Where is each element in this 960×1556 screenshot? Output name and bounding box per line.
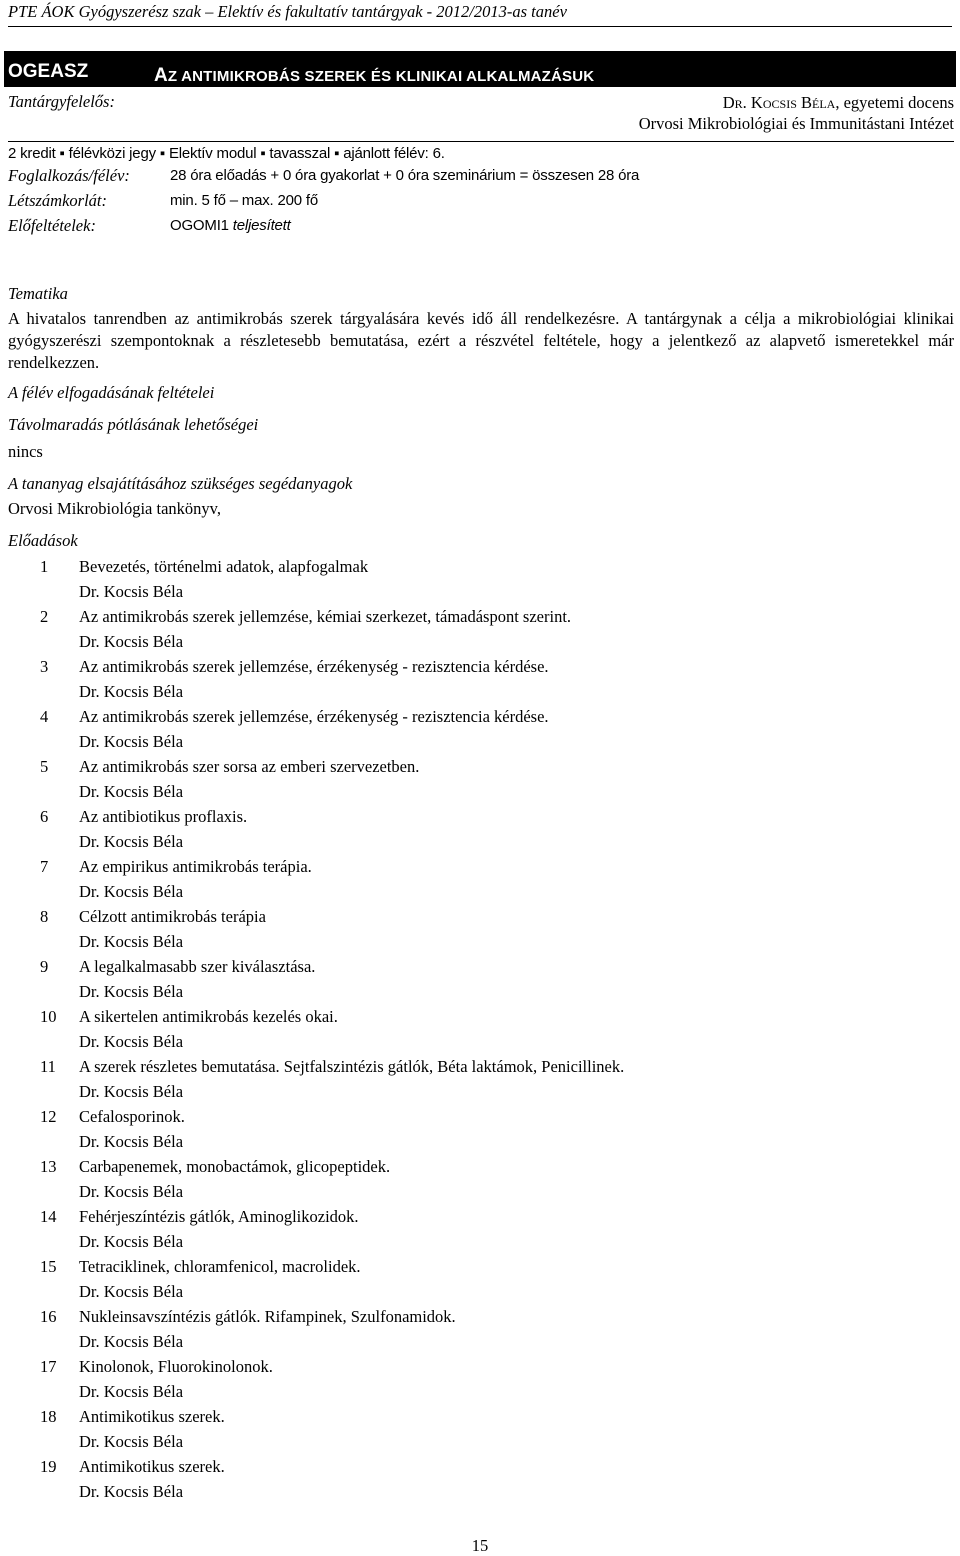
lecture-topic: Célzott antimikrobás terápia: [79, 907, 266, 926]
lecture-topic: Tetraciklinek, chloramfenicol, macrolidek.: [79, 1257, 361, 1276]
lecture-item: [8, 1304, 948, 1354]
lecture-lecturer: Dr. Kocsis Béla: [79, 882, 184, 901]
lecture-lecturer: Dr. Kocsis Béla: [79, 632, 184, 651]
lecture-number: 9: [40, 957, 49, 976]
section-title-conditions: A félév elfogadásának feltételei: [8, 383, 215, 402]
lecture-item: [8, 1404, 948, 1454]
lecture-number: 15: [40, 1257, 57, 1276]
lecture-lecturer: Dr. Kocsis Béla: [79, 982, 184, 1001]
info-value: 28 óra előadás + 0 óra gyakorlat + 0 óra szeminárium = összesen 28 óra: [170, 167, 640, 184]
lecture-topic: A sikertelen antimikrobás kezelés okai.: [79, 1007, 338, 1026]
running-header: PTE ÁOK Gyógyszerész szak – Elektív és fakultatív tantárgyak - 2012/2013-as tanév: [8, 0, 952, 27]
lecture-topic: Carbapenemek, monobactámok, glicopeptidek.: [79, 1157, 391, 1176]
lecture-item: [8, 754, 948, 804]
lecture-number: 13: [40, 1157, 57, 1176]
lecture-lecturer: Dr. Kocsis Béla: [79, 1232, 184, 1251]
lecture-topic: Az antimikrobás szer sorsa az emberi szervezetben.: [79, 757, 420, 776]
lecture-number: 2: [40, 607, 49, 626]
lecture-list: [8, 554, 948, 1504]
lecture-lecturer: Dr. Kocsis Béla: [79, 1382, 184, 1401]
lecture-lecturer: Dr. Kocsis Béla: [79, 582, 184, 601]
lecture-number: 18: [40, 1407, 57, 1426]
lecture-item: [8, 804, 948, 854]
responsible-person: [639, 92, 954, 113]
lecture-item: [8, 1104, 948, 1154]
course-title-rest: Z ANTIMIKROBÁS SZEREK ÉS KLINIKAI ALKALMAZÁSUK: [167, 68, 595, 85]
lecture-item: [8, 854, 948, 904]
lecture-topic: Az antimikrobás szerek jellemzése, érzékenység - rezisztencia kérdése.: [79, 657, 549, 676]
lecture-topic: Az antimikrobás szerek jellemzése, kémiai szerkezet, támadáspont szerint.: [79, 607, 572, 626]
lecture-topic: Az empirikus antimikrobás terápia.: [79, 857, 312, 876]
lecture-number: 1: [40, 557, 49, 576]
lecture-number: 17: [40, 1357, 57, 1376]
lecture-topic: A legalkalmasabb szer kiválasztása.: [79, 957, 316, 976]
lecture-lecturer: Dr. Kocsis Béla: [79, 782, 184, 801]
lecture-number: 3: [40, 657, 49, 676]
credit-line: 2 kredit ▪ félévközi jegy ▪ Elektív modul ▪ tavasszal ▪ ajánlott félév: 6.: [8, 141, 954, 162]
course-title: [154, 65, 594, 87]
course-code: OGEASZ: [8, 61, 89, 82]
lecture-number: 10: [40, 1007, 57, 1026]
page-number: 15: [471, 1536, 489, 1555]
responsible-name: Dr. Kocsis Béla: [722, 93, 836, 112]
lecture-item: [8, 604, 948, 654]
lecture-topic: Az antibiotikus proflaxis.: [79, 807, 248, 826]
lecture-topic: Cefalosporinok.: [79, 1107, 185, 1126]
prerequisite-status: teljesített: [232, 217, 291, 234]
lecture-number: 11: [40, 1057, 56, 1076]
lecture-item: [8, 704, 948, 754]
lecture-lecturer: Dr. Kocsis Béla: [79, 932, 184, 951]
lecture-item: [8, 954, 948, 1004]
lecture-topic: Nukleinsavszíntézis gátlók. Rifampinek, Szulfonamidok.: [79, 1307, 456, 1326]
lecture-item: [8, 1454, 948, 1504]
lecture-lecturer: Dr. Kocsis Béla: [79, 1132, 184, 1151]
lecture-item: [8, 1054, 948, 1104]
lecture-lecturer: Dr. Kocsis Béla: [79, 732, 184, 751]
responsible-label: Tantárgyfelelős:: [8, 92, 115, 111]
lecture-topic: Kinolonok, Fluorokinolonok.: [79, 1357, 273, 1376]
section-title-materials: A tananyag elsajátításához szükséges segédanyagok: [8, 474, 353, 493]
lecture-number: 4: [40, 707, 49, 726]
lecture-lecturer: Dr. Kocsis Béla: [79, 1182, 184, 1201]
lecture-item: [8, 1354, 948, 1404]
lecture-number: 7: [40, 857, 49, 876]
lecture-lecturer: Dr. Kocsis Béla: [79, 1482, 184, 1501]
lecture-number: 8: [40, 907, 49, 926]
lecture-item: [8, 654, 948, 704]
lecture-lecturer: Dr. Kocsis Béla: [79, 1082, 184, 1101]
lecture-number: 14: [40, 1207, 57, 1226]
lecture-lecturer: Dr. Kocsis Béla: [79, 1332, 184, 1351]
info-label: Foglalkozás/félév:: [8, 166, 130, 185]
lecture-topic: Bevezetés, történelmi adatok, alapfogalmak: [79, 557, 369, 576]
lecture-number: 12: [40, 1107, 57, 1126]
lecture-lecturer: Dr. Kocsis Béla: [79, 1282, 184, 1301]
info-label: Előfeltételek:: [8, 216, 96, 235]
lecture-topic: A szerek részletes bemutatása. Sejtfalszintézis gátlók, Béta laktámok, Penicillinek.: [79, 1057, 625, 1076]
info-value: min. 5 fő – max. 200 fő: [170, 192, 318, 209]
lecture-number: 5: [40, 757, 49, 776]
lecture-topic: Az antimikrobás szerek jellemzése, érzékenység - rezisztencia kérdése.: [79, 707, 549, 726]
responsible-title: , egyetemi docens: [835, 93, 954, 112]
tematika-text: A hivatalos tanrendben az antimikrobás szerek tárgyalására kevés idő áll rendelkezésre. A tantárgynak a célja a mikrobiológiai klinikai gyógyszerészi szempontoknak a részletesebb bemutatása, ezért a részvétel feltétele, hogy a jelentkező az alapvető ismeretekkel már rendelkezzen.: [8, 309, 954, 372]
lecture-item: [8, 554, 948, 604]
lecture-number: 16: [40, 1307, 57, 1326]
lecture-item: [8, 1154, 948, 1204]
lecture-number: 6: [40, 807, 49, 826]
lecture-topic: Antimikotikus szerek.: [79, 1457, 225, 1476]
lecture-item: [8, 1204, 948, 1254]
lecture-lecturer: Dr. Kocsis Béla: [79, 832, 184, 851]
responsible-block: [639, 92, 954, 134]
materials-text: Orvosi Mikrobiológia tankönyv,: [8, 499, 221, 518]
info-value: [170, 217, 291, 234]
absence-text: nincs: [8, 442, 43, 461]
lecture-topic: Fehérjeszíntézis gátlók, Aminoglikozidok.: [79, 1207, 359, 1226]
course-title-initial: A: [154, 65, 168, 86]
lecture-item: [8, 904, 948, 954]
lecture-item: [8, 1254, 948, 1304]
lecture-lecturer: Dr. Kocsis Béla: [79, 1032, 184, 1051]
info-label: Létszámkorlát:: [8, 191, 107, 210]
section-title-tematika: Tematika: [8, 284, 68, 303]
prerequisite-code: OGOMI1: [170, 217, 229, 234]
lecture-topic: Antimikotikus szerek.: [79, 1407, 225, 1426]
course-title-bar: [4, 51, 956, 87]
institute-name: Orvosi Mikrobiológiai és Immunitástani Intézet: [638, 114, 954, 133]
lecture-lecturer: Dr. Kocsis Béla: [79, 682, 184, 701]
lecture-number: 19: [40, 1457, 57, 1476]
lecture-lecturer: Dr. Kocsis Béla: [79, 1432, 184, 1451]
section-title-absence: Távolmaradás pótlásának lehetőségei: [8, 415, 259, 434]
section-title-lectures: Előadások: [8, 531, 78, 550]
lecture-item: [8, 1004, 948, 1054]
